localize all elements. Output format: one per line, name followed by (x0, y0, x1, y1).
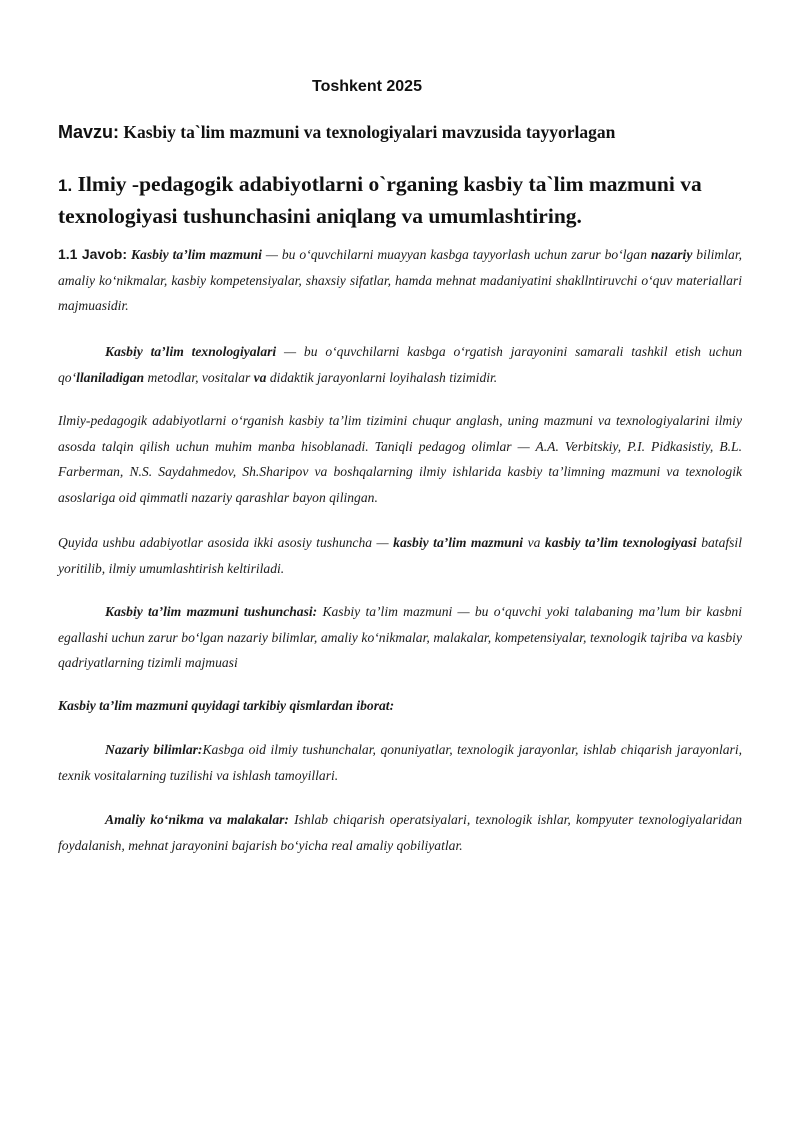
term-bold: Amaliy ko‘nikma va malakalar: (105, 812, 289, 827)
text-run: Kasbiy ta’lim mazmuni — bu o‘quvchi yoki talabaning ma’lum bir kasbni egallashi uchun zarur bo‘lgan nazariy bilimlar, amaliy ko‘nikmalar, malakalar, kompetensiyalar, texnologik tajriba va kasbiy qadriyatlarning tizimli majmuasi (58, 604, 742, 670)
term-bold: Kasbiy ta’lim mazmuni tushunchasi: (105, 604, 318, 619)
text-run: bilimlar, amaliy ko‘nikmalar, kasbiy kompetensiyalar, shaxsiy sifatlar, hamda mehnat madaniyatini shakllntiruvchi o‘quv materiallari majmuasidir. (58, 247, 743, 313)
overview-paragraph (58, 530, 742, 581)
text-run: va (523, 535, 545, 550)
text-run: batafsil yoritilib, ilmiy umumlashtirish keltiriladi. (58, 535, 742, 576)
question-heading (58, 169, 758, 231)
technology-paragraph (58, 339, 742, 390)
term-bold: Kasbiy ta’lim mazmuni (130, 247, 262, 262)
text-run: Quyida ushbu adabiyotlar asosida ikki asosiy tushuncha — (58, 535, 394, 550)
text-run: — bu o‘quvchilarni kasbga o‘rgatish jarayonini samarali tashkil etish uchun qo‘ (58, 344, 742, 385)
answer-label: 1.1 Javob: (58, 246, 128, 262)
question-number: 1. (58, 176, 73, 195)
term-bold: nazariy (650, 247, 693, 262)
practical-skills-paragraph (58, 807, 742, 858)
term-bold: Kasbiy ta’lim texnologiyalari (105, 344, 277, 359)
term-bold: kasbiy ta’lim mazmuni (393, 535, 524, 550)
answer-paragraph (58, 242, 742, 319)
question-text: Ilmiy -pedagogik adabiyotlarni o`rganing kasbiy ta`lim mazmuni va texnologiyasi tushunchasini aniqlang va umumlashtiring. (58, 172, 702, 228)
term-bold: Nazariy bilimlar: (105, 742, 203, 757)
term-bold: va (253, 369, 267, 385)
content-concept-paragraph (58, 599, 742, 676)
literature-paragraph: Ilmiy-pedagogik adabiyotlarni o‘rganish kasbiy ta’lim tizimini chuqur anglash, uning mazmuni va texnologiyalarini ilmiy asosda talqin qilish uchun muhim manba hisoblanadi. Taniqli pedagog olimlar — A.A. Verbitskiy, P.I. Pidkasistiy, B.L. Farberman, N.S. Saydahmedov, Sh.Sharipov va boshqalarning ilmiy ishlarida kasbiy ta’limning mazmuni va texnologik asoslariga oid qimmatli nazariy qarashlar bayon qilingan. (58, 413, 742, 505)
topic-line (58, 122, 758, 143)
text-run: Kasbga oid ilmiy tushunchalar, qonuniyatlar, texnologik jarayonlar, ishlab chiqarish jarayonlari, texnik vositalarning tuzilishi va ishlash tamoyillari. (58, 742, 742, 783)
text-run: Ishlab chiqarish operatsiyalari, texnologik ishlar, kompyuter texnologiyalaridan foydalanish, mehnat jarayonini bajarish bo‘yicha real amaliy qobiliyatlar. (58, 812, 742, 853)
text-run: — bu o‘quvchilarni muayyan kasbga tayyorlash uchun zarur bo‘lgan (261, 247, 651, 262)
city-year: Toshkent 2025 (312, 78, 422, 95)
term-bold: llaniladigan (76, 369, 145, 385)
topic-label: Mavzu: (58, 122, 120, 142)
theory-knowledge-paragraph (58, 737, 742, 788)
components-heading (58, 693, 742, 719)
term-bold: kasbiy ta’lim texnologiyasi (544, 535, 697, 550)
text-run: metodlar, vositalar (144, 369, 254, 385)
term-bold: Kasbiy ta’lim mazmuni quyidagi tarkibiy qismlardan iborat: (58, 698, 395, 713)
text-run: didaktik jarayonlarni loyihalash tizimidir. (266, 369, 498, 385)
topic-text: Kasbiy ta`lim mazmuni va texnologiyalari mavzusida tayyorlagan (119, 122, 616, 142)
